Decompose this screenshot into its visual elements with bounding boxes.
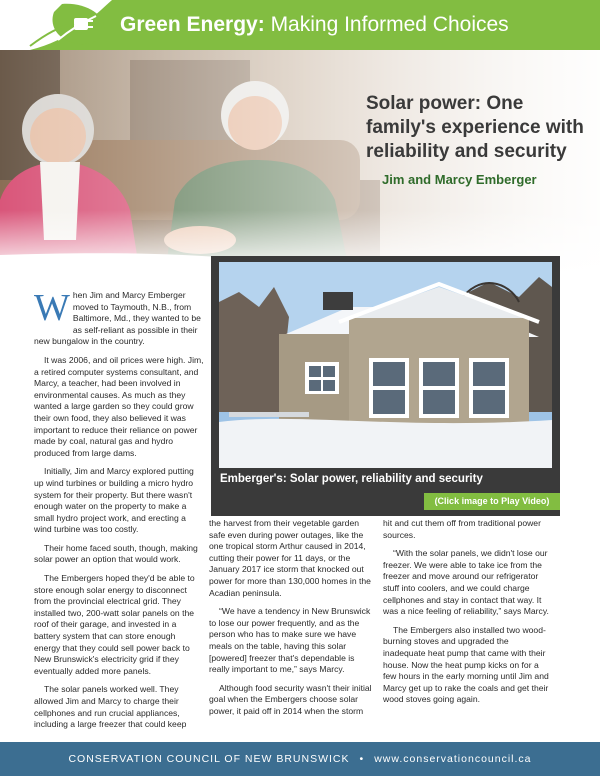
paragraph-1 xyxy=(34,287,204,348)
footer-bar xyxy=(0,742,600,776)
paragraph-9: Although food security wasn't their initial goal when the Embergers choose solar power, it paid off in 2014 when the storm xyxy=(209,682,372,716)
play-video-button[interactable]: (Click image to Play Video) xyxy=(424,493,560,510)
header-title-rest: Making Informed Choices xyxy=(270,13,509,36)
header-bar xyxy=(0,0,600,50)
video-caption: Emberger's: Solar power, reliability and security xyxy=(220,473,483,485)
paragraph-1-text: hen Jim and Marcy Emberger moved to Taymouth, N.B., from Baltimore, Md., they wanted to be as self-reliant as possible in their new bungalow in the country. xyxy=(34,290,201,347)
paragraph-4: Their home faced south, though, making solar power an option that would work. xyxy=(34,542,198,565)
video-thumbnail[interactable] xyxy=(219,262,552,468)
paragraph-10: hit and cut them off from traditional power sources. xyxy=(383,518,541,540)
footer-website-link[interactable]: www.conservationcouncil.ca xyxy=(374,753,532,765)
article-headline: Solar power: One family's experience with reliability and security xyxy=(366,93,584,162)
paragraph-7: the harvest from their vegetable garden safe even during power outages, like the one tropical storm Arthur caused in 2014, cutting their power for 11 days, or the January 2017 ice storm that knocked out power for more than 130,000 homes in the Acadian peninsula. xyxy=(209,518,371,598)
article-column-3 xyxy=(383,518,553,713)
paragraph-3: Initially, Jim and Marcy explored putting up wind turbines or building a micro hydro system for their property. But there wasn't enough water on the property to make a small hydro project work, and erecting a wind turbine was too costly. xyxy=(34,466,194,535)
header-title-bold: Green Energy: xyxy=(120,13,265,36)
drop-cap: W xyxy=(34,287,70,329)
article-byline: Jim and Marcy Emberger xyxy=(382,172,537,187)
article-column-1 xyxy=(34,287,204,738)
paragraph-5: The Embergers hoped they'd be able to store enough solar energy to disconnect from the provincial electrical grid. They installed two, 200-watt solar panels on the roof of their garage, and invested in a battery system that can store enough energy that they could sell power back to New Brunswick's electricity grid if they eventually added more panels. xyxy=(34,573,195,676)
article-column-2 xyxy=(209,518,376,725)
paragraph-12: The Embergers also installed two wood-burning stoves and upgraded the inadequate heat pump that came with their house. Now the heat pump kicks on for a few hours in the early morning until Jim and Marcy get up to rake the coals and get their wood stoves going again. xyxy=(383,624,549,705)
footer-org-name: CONSERVATION COUNCIL OF NEW BRUNSWICK xyxy=(68,753,350,765)
footer-separator: • xyxy=(359,753,365,765)
paragraph-8: “We have a tendency in New Brunswick to lose our power frequently, and as the person who has to make sure we have meals on the table, having this solar [powered] freezer that's dependable is really important to me,” says Marcy. xyxy=(209,606,371,675)
header-title xyxy=(120,13,509,37)
paragraph-2: It was 2006, and oil prices were high. Jim, a retired computer systems consultant, and Marcy, a teacher, had been involved in environmental causes. As much as they wanted a large garden so they could grow their own food, they also believed it was important to reduce their reliance on power made by coal, natural gas and hydro produced from large dams. xyxy=(34,354,204,458)
paragraph-11: “With the solar panels, we didn't lose our freezer. We were able to take ice from the freezer and move around our refrigerator stuff into coolers, and we could charge cellphones and stay in contact that way. It was a nice feeling of reliability,” says Marcy. xyxy=(383,548,549,617)
paragraph-6: The solar panels worked well. They allowed Jim and Marcy to charge their cellphones and run crucial appliances, including a large freezer that could keep xyxy=(34,684,187,730)
video-panel[interactable] xyxy=(211,256,560,516)
